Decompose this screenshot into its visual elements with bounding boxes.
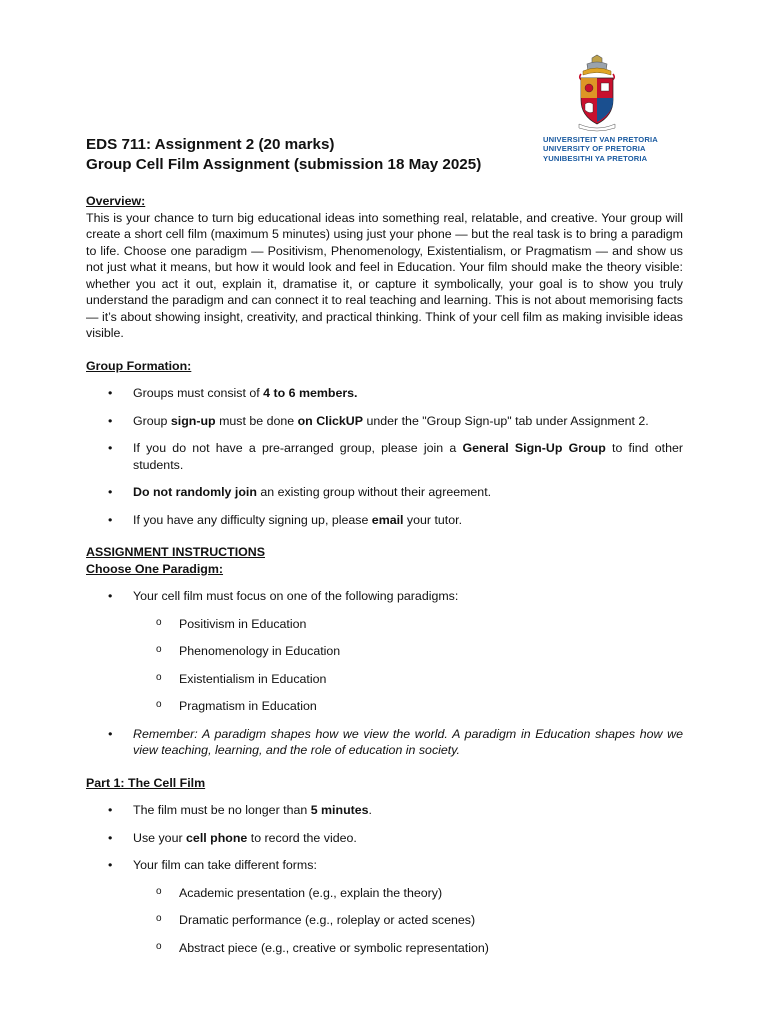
film-form-option: o Academic presentation (e.g., explain the theory) (86, 885, 683, 902)
overview-paragraph: This is your chance to turn big educational ideas into something real, relatable, and creative. Your group will create a short cell film (maximum 5 minutes) using just your phone — but the real task is to bring a paradigm to life. Choose one paradigm — Positivism, Phenomenology, Existentialism, or Pragmatism — and show us not just what it means, but how it would look and feel in Education. Your film should make the theory visible: whether you act it out, explain it, dramatise it, or capture it symbolically, your goal is to show you truly understand the paradigm and can connect it to real teaching and learning. This is not about memorising facts — it’s about showing insight, creativity, and practical thinking. Think of your cell film as making invisible ideas visible. (86, 210, 683, 340)
list-item: • Do not randomly join an existing group without their agreement. (86, 484, 683, 501)
assignment-instructions-heading: ASSIGNMENT INSTRUCTIONS (86, 545, 265, 559)
choose-paradigm-heading: Choose One Paradigm: (86, 561, 224, 576)
film-form-option: o Dramatic performance (e.g., roleplay or acted scenes) (86, 912, 683, 929)
paradigm-option: o Positivism in Education (86, 616, 683, 633)
part1-heading: Part 1: The Cell Film (86, 775, 206, 790)
logo-line-sepedi: YUNIBESITHI YA PRETORIA (543, 153, 648, 163)
document-title (86, 135, 481, 175)
overview-heading: Overview: (86, 194, 146, 208)
film-form-option: o Abstract piece (e.g., creative or symbolic representation) (86, 940, 683, 957)
group-formation-list (86, 385, 683, 528)
remember-note: • Remember: A paradigm shapes how we view the world. A paradigm in Education shapes how we view teaching, learning, and the role of education in society. (86, 726, 683, 759)
paradigm-list (86, 588, 683, 759)
list-item: • Your cell film must focus on one of the following paradigms: o Positivism in Education o Phenomenology in Education o Existentialism in Education o Pragmatism in Education (86, 588, 683, 715)
university-logo (541, 54, 658, 164)
paradigm-option: o Phenomenology in Education (86, 643, 683, 660)
list-item: • Group sign-up must be done on ClickUP under the "Group Sign-up" tab under Assignment 2. (86, 413, 683, 430)
assignment-subtitle: Group Cell Film Assignment (submission 18 May 2025) (86, 156, 482, 173)
paradigm-option: o Existentialism in Education (86, 671, 683, 688)
list-item: • If you do not have a pre-arranged group, please join a General Sign-Up Group to find other students. (86, 440, 683, 473)
part1-list (86, 802, 683, 956)
group-formation-heading: Group Formation: (86, 358, 192, 373)
list-item: • The film must be no longer than 5 minutes. (86, 802, 683, 819)
logo-line-afrikaans: UNIVERSITEIT VAN PRETORIA (543, 135, 658, 144)
paradigm-options (86, 616, 683, 715)
document-body (86, 193, 683, 956)
university-crest-icon (575, 54, 619, 132)
logo-line-english: UNIVERSITY OF PRETORIA (543, 144, 646, 154)
paradigm-option: o Pragmatism in Education (86, 698, 683, 715)
university-name (543, 135, 658, 163)
assignment-title: EDS 711: Assignment 2 (20 marks) (86, 136, 335, 153)
film-forms-list (86, 885, 683, 957)
list-item: • Groups must consist of 4 to 6 members. (86, 385, 683, 402)
list-item: • Your film can take different forms: o Academic presentation (e.g., explain the theory) o Dramatic performance (e.g., roleplay or acted scenes) o Abstract piece (e.g., creative or symbolic representation) (86, 857, 683, 956)
list-item: • If you have any difficulty signing up, please email your tutor. (86, 512, 683, 529)
list-item: • Use your cell phone to record the video. (86, 830, 683, 847)
